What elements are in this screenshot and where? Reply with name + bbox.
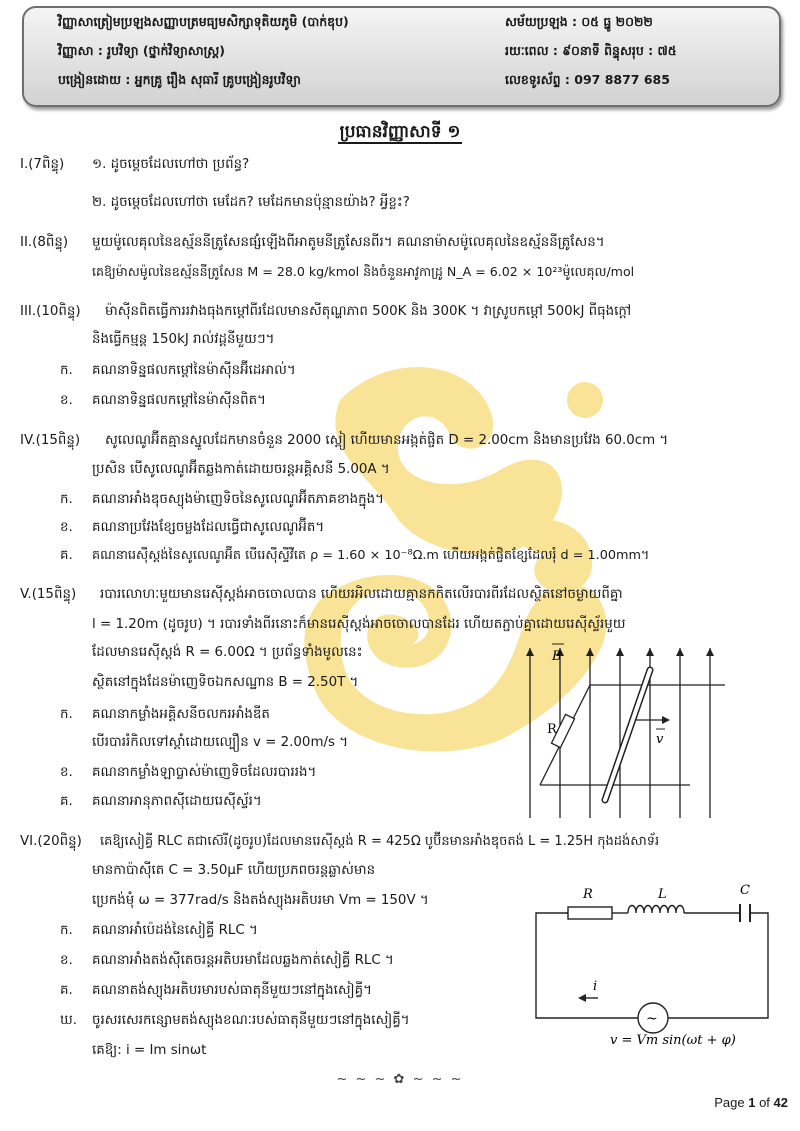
q2-line-1: មួយម៉ូលេគុលនៃឧស្ម័ននីត្រូសែនផ្សំឡើងពីអាតូមនីត្រូសែនពីរ។ គណនាម៉ាសម៉ូលេគុលនៃឧស្ម័ននីត្រូសែន។ [92, 235, 605, 250]
rlc-circuit-figure [528, 878, 778, 1050]
q1-item-1: ១. ដូចម្តេចដែលហៅថា ប្រព័ន្ធ? [92, 157, 250, 172]
q2-line-2: គេឱ្យម៉ាសម៉ូលនៃឧស្ម័ននីត្រូសែន M = 28.0 kg/kmol និងចំនួនអាវូកាដ្រូ N_A = 6.02 × 10²³ម៉ូលេគុល/mol [92, 264, 635, 279]
q3-b-label: ខ. [60, 393, 73, 408]
exam-duration: រយៈពេល : ៩០នាទី ពិន្ទុសរុប : ៧៥ [505, 43, 677, 58]
exam-name: វិញ្ញាសាត្រៀមប្រឡងសញ្ញាបត្រមធ្យមសិក្សាទុតិយភូមិ (បាក់ឌុប) [58, 14, 349, 29]
q6-b-label: ខ. [60, 953, 73, 968]
page-number: Page 1 of 42 [714, 1095, 788, 1110]
exam-subject: វិញ្ញាសា : រូបវិទ្យា (ថ្នាក់វិទ្យាសាស្ត្រ) [58, 43, 225, 58]
q3-b-text: គណនាទិន្នផលកម្តៅនៃម៉ាស៊ីនពិត។ [92, 393, 266, 408]
exam-author: បង្រៀនដោយ : អ្នកគ្រូ រឿង សុធារី គ្រូបង្រៀនរូបវិទ្យា [58, 72, 301, 87]
q3-line-1: ម៉ាស៊ីនពិតធ្វើការរវាងធុងកម្តៅពីរដែលមានសីតុណ្ហភាព 500K និង 300K ។ វាស្រូបកម្តៅ 500kJ ពីធុងក្តៅ [105, 304, 632, 319]
q5-c-label: គ. [60, 794, 73, 809]
q3-a-label: ក. [60, 363, 73, 378]
q5-line-1: របារលោហៈមួយមានរេស៊ីស្តង់អាចចោលបាន ហើយរអិលដោយគ្មានកកិតលើរបារពីរដែលស្ថិតនៅចម្ងាយពីគ្នា [100, 587, 623, 602]
b-field-label: B [552, 649, 562, 664]
current-label: i [593, 979, 598, 994]
q6-d-label: ឃ. [60, 1013, 78, 1028]
q6-b-text: គណនាអាំងតង់ស៊ីតេចរន្តអតិបរមាដែលឆ្លងកាត់សៀគ្វី RLC ។ [92, 953, 394, 968]
q4-a-label: ក. [60, 492, 73, 507]
q5-a-text-2: បើរបាររំកិលទៅស្តាំដោយល្បឿន v = 2.00m/s ។ [92, 735, 349, 750]
q2-number: II.(8ពិន្ទុ) [20, 235, 69, 250]
footer-ornament: ~ ~ ~ ✿ ~ ~ ~ [336, 1072, 464, 1087]
q5-line-4: ស្ថិតនៅក្នុងដែនម៉ាញេទិចឯកសណ្ឋាន B = 2.50T ។ [92, 675, 359, 690]
q4-line-1: សូលេណូអ៊ីតគ្មានស្នូលដែកមានចំនួន 2000 ស្ពៀ ហើយមានអង្កត់ផ្ចិត D = 2.00cm និងមានប្រវែង 60.0cm ។ [105, 433, 669, 448]
ac-source-icon: ~ [646, 1011, 658, 1027]
rlc-l-label: L [658, 887, 667, 902]
q4-line-2: ប្រសិន បើសូលេណូអ៊ីតឆ្លងកាត់ដោយចរន្តអគ្គិសនី 5.00A ។ [92, 462, 390, 477]
q4-c-label: គ. [60, 548, 73, 563]
q1-item-2: ២. ដូចម្តេចដែលហៅថា មេដែក? មេដែកមានប៉ុន្មានយ៉ាង? អ្វីខ្លះ? [92, 195, 410, 210]
q5-number: V.(15ពិន្ទុ) [20, 587, 77, 602]
q1-number: I.(7ពិន្ទុ) [20, 157, 65, 172]
rlc-r-label: R [583, 887, 593, 902]
q6-given: គេឱ្យ: i = Im sinωt [92, 1043, 207, 1058]
q4-a-text: គណនាអាំងឌុចស្យុងម៉ាញេទិចនៃសូលេណូអ៊ីតភាគខាងក្នុង។ [92, 492, 385, 507]
q6-line-1: គេឱ្យសៀគ្វី RLC តជាស៊េរី(ដូចរូប)ដែលមានរេស៊ីស្តង់ R = 425Ω បូប៊ីនមានអាំងឌុចតង់ L = 1.25H កុងដង់សាទ័រ [100, 834, 660, 849]
rlc-c-label: C [740, 883, 750, 898]
exam-date: សម័យប្រឡង : ០៥ ធ្នូ ២០២២ [505, 14, 653, 29]
q6-number: VI.(20ពិន្ទុ) [20, 834, 82, 849]
q6-line-3: ប្រេកង់មុំ ω = 377rad/s និងតង់ស្យុងអតិបរមា Vm = 150V ។ [92, 893, 429, 908]
q4-b-label: ខ. [60, 520, 73, 535]
q4-b-text: គណនាប្រវែងខ្សែចម្លងដែលធ្វើជាសូលេណូអ៊ីត។ [92, 520, 325, 535]
q6-c-text: គណនាតង់ស្យុងអតិបរមារបស់ធាតុនីមួយៗនៅក្នុងសៀគ្វី។ [92, 983, 372, 998]
q3-line-2: និងធ្វើកម្មន្ត 150kJ រាល់វដ្តនីមួយៗ។ [92, 332, 275, 347]
q5-b-text: គណនាកម្លាំងឡាប្លាស់ម៉ាញេទិចដែលរបាររង។ [92, 765, 317, 780]
q5-a-text: គណនាកម្លាំងអគ្គិសនីចលករអាំងឌីត [92, 707, 270, 722]
q3-a-text: គណនាទិន្នផលកម្តៅនៃម៉ាស៊ីនអ៊ីដេអាល់។ [92, 363, 296, 378]
q5-line-2: l = 1.20m (ដូចរូប) ។ របារទាំងពីរនោះក៏មានរេស៊ីស្តង់អាចចោលបានដែរ ហើយតភ្ជាប់គ្នាដោយរេស៊ីស្ទ័រមួយ [92, 617, 626, 632]
q5-c-text: គណនាអានុភាពស៊ីដោយរេស៊ីស្ទ័រ។ [92, 794, 262, 809]
q6-line-2: មានកាប៉ាស៊ីតេ C = 3.50μF ហើយប្រភពចរន្តឆ្លាស់មាន [92, 863, 376, 878]
page-title: ប្រធានវិញ្ញាសាទី ១ [339, 122, 461, 142]
q3-number: III.(10ពិន្ទុ) [20, 304, 81, 319]
q6-a-text: គណនាអាំប៉េដង់នៃសៀគ្វី RLC ។ [92, 923, 258, 938]
velocity-label: v [656, 732, 664, 747]
rail-circuit-figure [520, 640, 760, 825]
q5-a-label: ក. [60, 707, 73, 722]
q5-line-3: ដែលមានរេស៊ីស្តង់ R = 6.00Ω ។ ប្រព័ន្ធទាំងមូលនេះ [92, 645, 363, 660]
q6-a-label: ក. [60, 923, 73, 938]
resistor-label: R [547, 722, 557, 737]
q4-number: IV.(15ពិន្ទុ) [20, 433, 81, 448]
q4-c-text: គណនារេស៊ីស្តង់នៃសូលេណូអ៊ីត បើរេស៊ីស្ទីវីតេ ρ = 1.60 × 10⁻⁸Ω.m ហើយអង្កត់ផ្ចិតខ្សែដែលរុំ d = 1.00mm។ [92, 548, 650, 563]
q6-d-text: ចូរសរសេរកន្សោមតង់ស្យុងខណៈរបស់ធាតុនីមួយៗនៅក្នុងសៀគ្វី។ [92, 1013, 410, 1028]
q6-c-label: គ. [60, 983, 73, 998]
source-equation: v = Vm sin(ωt + φ) [610, 1033, 736, 1048]
q5-b-label: ខ. [60, 765, 73, 780]
exam-phone: លេខទូរស័ព្ទ : 097 8877 685 [505, 72, 670, 87]
